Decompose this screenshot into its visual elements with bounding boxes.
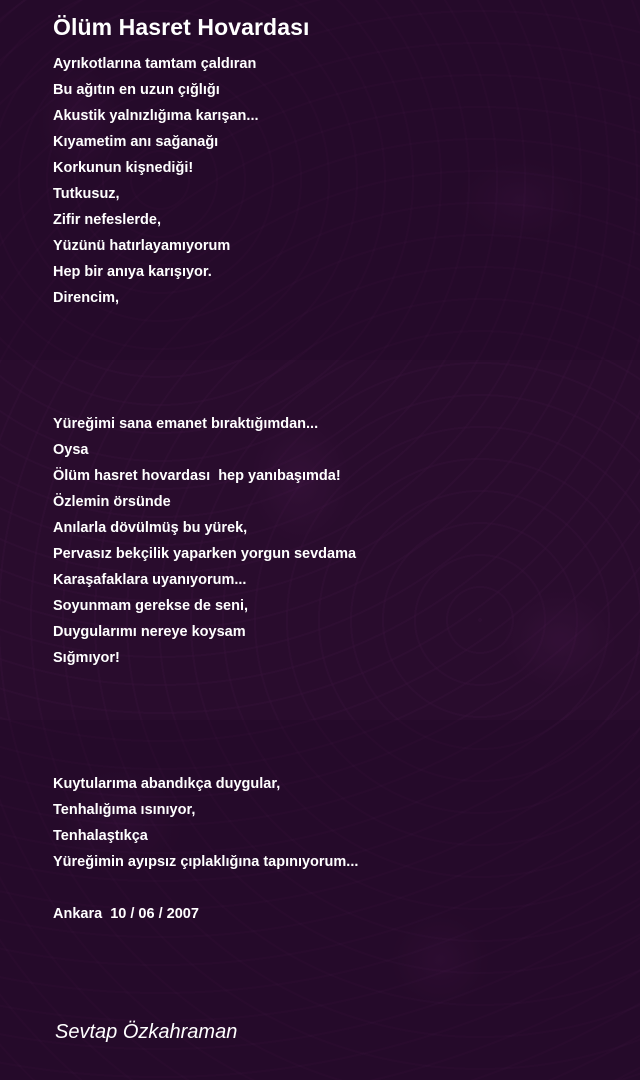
poem-line: Tutkusuz,	[53, 186, 120, 202]
stanza-1	[53, 51, 259, 311]
poem-line: Karaşafaklara uyanıyorum...	[53, 572, 247, 588]
poem-line: Ayrıkotlarına tamtam çaldıran	[53, 56, 257, 72]
poem-line: Sığmıyor!	[53, 650, 120, 666]
poem-line: Kuytularıma abandıkça duygular,	[53, 776, 281, 792]
poem-title: Ölüm Hasret Hovardası	[53, 14, 310, 40]
poem-line: Hep bir anıya karışıyor.	[53, 264, 212, 280]
poem-line: Pervasız bekçilik yaparken yorgun sevdama	[53, 546, 357, 562]
poem-line: Soyunmam gerekse de seni,	[53, 598, 249, 614]
poem-line: Bu ağıtın en uzun çığlığı	[53, 82, 220, 98]
poem-date-line: Ankara 10 / 06 / 2007	[53, 906, 199, 922]
poem-line: Akustik yalnızlığıma karışan...	[53, 108, 259, 124]
poem-line: Ölüm hasret hovardası hep yanıbaşımda!	[53, 468, 341, 484]
poem-author: Sevtap Özkahraman	[55, 1021, 238, 1043]
poem-line: Yüzünü hatırlayamıyorum	[53, 238, 231, 254]
poem-line: Oysa	[53, 442, 89, 458]
stanza-3	[53, 771, 358, 875]
poem-line: Duygularımı nereye koysam	[53, 624, 246, 640]
poem-line: Yüreğimin ayıpsız çıplaklığına tapınıyorum...	[53, 854, 359, 870]
poem-line: Tenhalığıma ısınıyor,	[53, 802, 196, 818]
poem-line: Tenhalaştıkça	[53, 828, 148, 844]
poem-line: Direncim,	[53, 290, 120, 306]
poem-line: Özlemin örsünde	[53, 494, 171, 510]
poem-line: Yüreğimi sana emanet bıraktığımdan...	[53, 416, 319, 432]
poem-line: Korkunun kişnediği!	[53, 160, 194, 176]
poem-line: Zifir nefeslerde,	[53, 212, 161, 228]
poem-line: Kıyametim anı sağanağı	[53, 134, 219, 150]
stanza-2	[53, 411, 356, 671]
poem-line: Anılarla dövülmüş bu yürek,	[53, 520, 248, 536]
